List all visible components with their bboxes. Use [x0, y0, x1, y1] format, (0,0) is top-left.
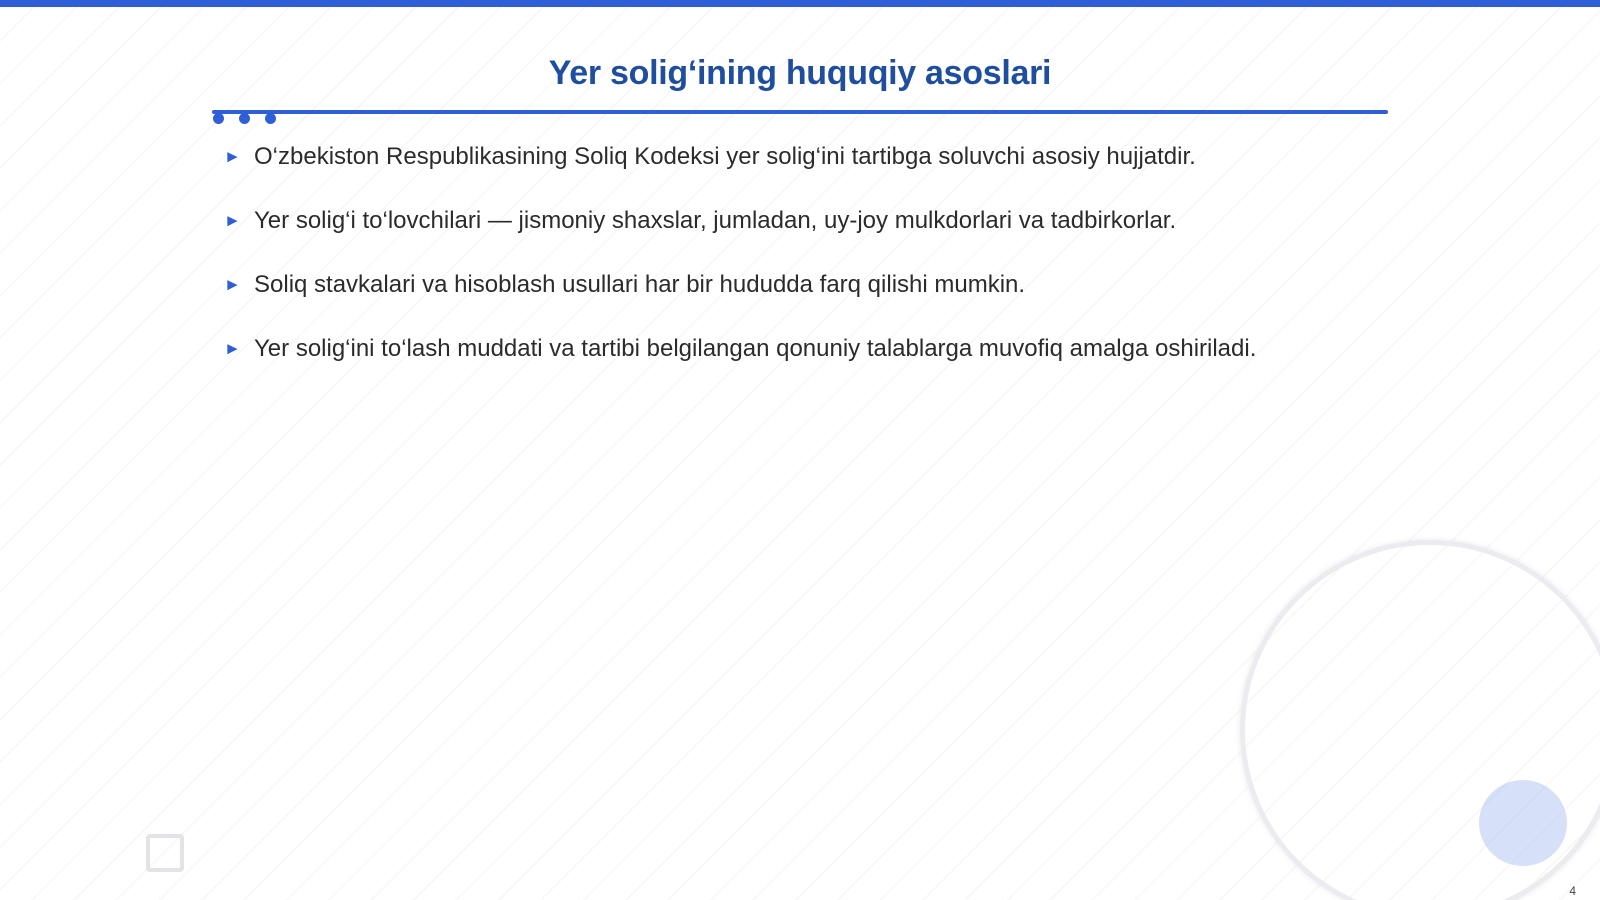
underline-dot-1: [213, 113, 224, 124]
bullet-item-4: [224, 330, 1354, 367]
title-underline: [212, 110, 1388, 114]
bullet-arrow-icon: ►: [224, 275, 241, 294]
bullet-text: Soliq stavkalari va hisoblash usullari har bir hududda farq qilishi mumkin.: [254, 271, 1026, 298]
bullet-list: [224, 138, 1354, 394]
bullet-text: Yer solig‘i to‘lovchilari — jismoniy shaxslar, jumladan, uy-joy mulkdorlari va tadbirkorlar.: [254, 207, 1177, 234]
underline-dot-2: [239, 113, 250, 124]
bullet-arrow-icon: ►: [224, 339, 241, 358]
decorative-blob: [1479, 780, 1567, 866]
bullet-item-1: [224, 138, 1354, 175]
bullet-arrow-icon: ►: [224, 147, 241, 166]
page-number: 4: [1569, 884, 1576, 898]
bullet-arrow-icon: ►: [224, 211, 241, 230]
bullet-text: O‘zbekiston Respublikasining Soliq Kodeksi yer solig‘ini tartibga soluvchi asosiy hujjatdir.: [254, 143, 1196, 170]
bullet-text: Yer solig‘ini to‘lash muddati va tartibi belgilangan qonuniy talablarga muvofiq amalga oshiriladi.: [254, 335, 1257, 362]
top-accent-bar: [0, 0, 1600, 7]
underline-dot-3: [265, 113, 276, 124]
bullet-item-2: [224, 202, 1354, 239]
bullet-item-3: [224, 266, 1354, 303]
slide-title: Yer solig‘ining huquqiy asoslari: [548, 54, 1052, 92]
decorative-square: [146, 834, 184, 872]
